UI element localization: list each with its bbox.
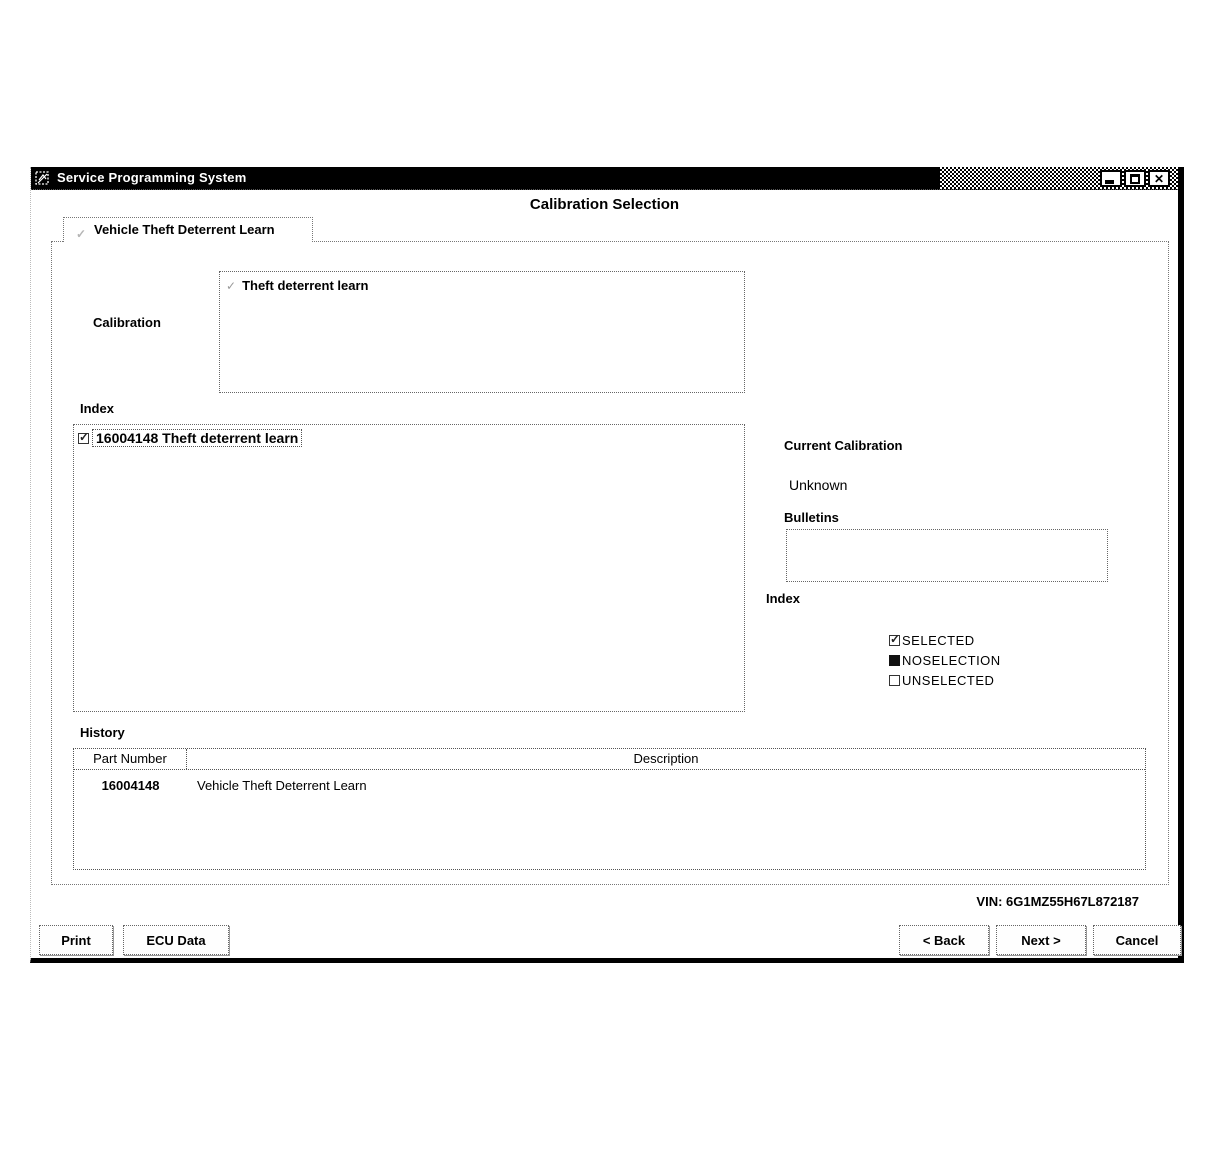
minimize-icon bbox=[1105, 180, 1114, 184]
current-calibration-label: Current Calibration bbox=[784, 438, 903, 453]
cell-description: Vehicle Theft Deterrent Learn bbox=[197, 778, 367, 793]
history-table bbox=[73, 748, 1146, 870]
calibration-label: Calibration bbox=[93, 315, 161, 330]
calibration-item[interactable] bbox=[226, 278, 738, 293]
sps-window bbox=[30, 167, 1184, 963]
back-button[interactable]: < Back bbox=[899, 925, 989, 955]
maximize-button[interactable] bbox=[1124, 170, 1146, 187]
next-button[interactable]: Next > bbox=[996, 925, 1086, 955]
window-controls bbox=[1100, 170, 1170, 187]
column-header-part-number[interactable]: Part Number bbox=[74, 749, 187, 769]
page-title: Calibration Selection bbox=[529, 196, 680, 213]
tab-vehicle-theft-deterrent-learn[interactable] bbox=[63, 217, 313, 242]
cell-part-number: 16004148 bbox=[101, 778, 160, 793]
index-list-item[interactable] bbox=[78, 429, 302, 447]
bulletins-label: Bulletins bbox=[784, 510, 839, 525]
history-header bbox=[74, 749, 1145, 770]
legend-label-unselected: UNSELECTED bbox=[902, 672, 995, 688]
maximize-icon bbox=[1130, 174, 1140, 184]
column-header-description[interactable]: Description bbox=[633, 751, 699, 766]
checkbox-checked-icon bbox=[889, 635, 900, 646]
calibration-item-label: Theft deterrent learn bbox=[242, 278, 369, 293]
index-item-label: 16004148 Theft deterrent learn bbox=[92, 429, 302, 447]
legend-item-unselected bbox=[889, 670, 1001, 690]
index-list-label: Index bbox=[80, 401, 114, 416]
current-calibration-value: Unknown bbox=[789, 477, 848, 493]
calibration-listbox[interactable] bbox=[219, 271, 745, 393]
minimize-button[interactable] bbox=[1100, 170, 1122, 187]
bulletins-box[interactable] bbox=[786, 529, 1108, 582]
square-filled-icon bbox=[889, 655, 900, 666]
history-label: History bbox=[80, 725, 125, 740]
cancel-button[interactable]: Cancel bbox=[1093, 925, 1181, 955]
square-empty-icon bbox=[889, 675, 900, 686]
check-icon: ✓ bbox=[226, 279, 237, 293]
close-button[interactable] bbox=[1148, 170, 1170, 187]
titlebar bbox=[31, 167, 1178, 190]
print-button[interactable]: Print bbox=[39, 925, 113, 955]
legend-label-selected: SELECTED bbox=[902, 632, 975, 648]
vin-label: VIN: 6G1MZ55H67L872187 bbox=[976, 894, 1139, 909]
ecu-data-button[interactable]: ECU Data bbox=[123, 925, 229, 955]
checkbox-checked-icon bbox=[78, 433, 89, 444]
index-legend-label: Index bbox=[766, 591, 800, 606]
legend-item-noselection bbox=[889, 650, 1001, 670]
app-icon bbox=[35, 170, 52, 187]
close-icon: ✕ bbox=[1153, 171, 1165, 186]
legend-item-selected bbox=[889, 630, 1001, 650]
tab-check-icon: ✓ bbox=[76, 227, 87, 241]
tab-label: Vehicle Theft Deterrent Learn bbox=[94, 222, 275, 237]
table-row[interactable] bbox=[74, 778, 1145, 793]
index-legend bbox=[889, 630, 1001, 690]
index-listbox[interactable] bbox=[73, 424, 745, 712]
window-title: Service Programming System bbox=[57, 170, 247, 185]
legend-label-noselection: NOSELECTION bbox=[902, 652, 1001, 668]
